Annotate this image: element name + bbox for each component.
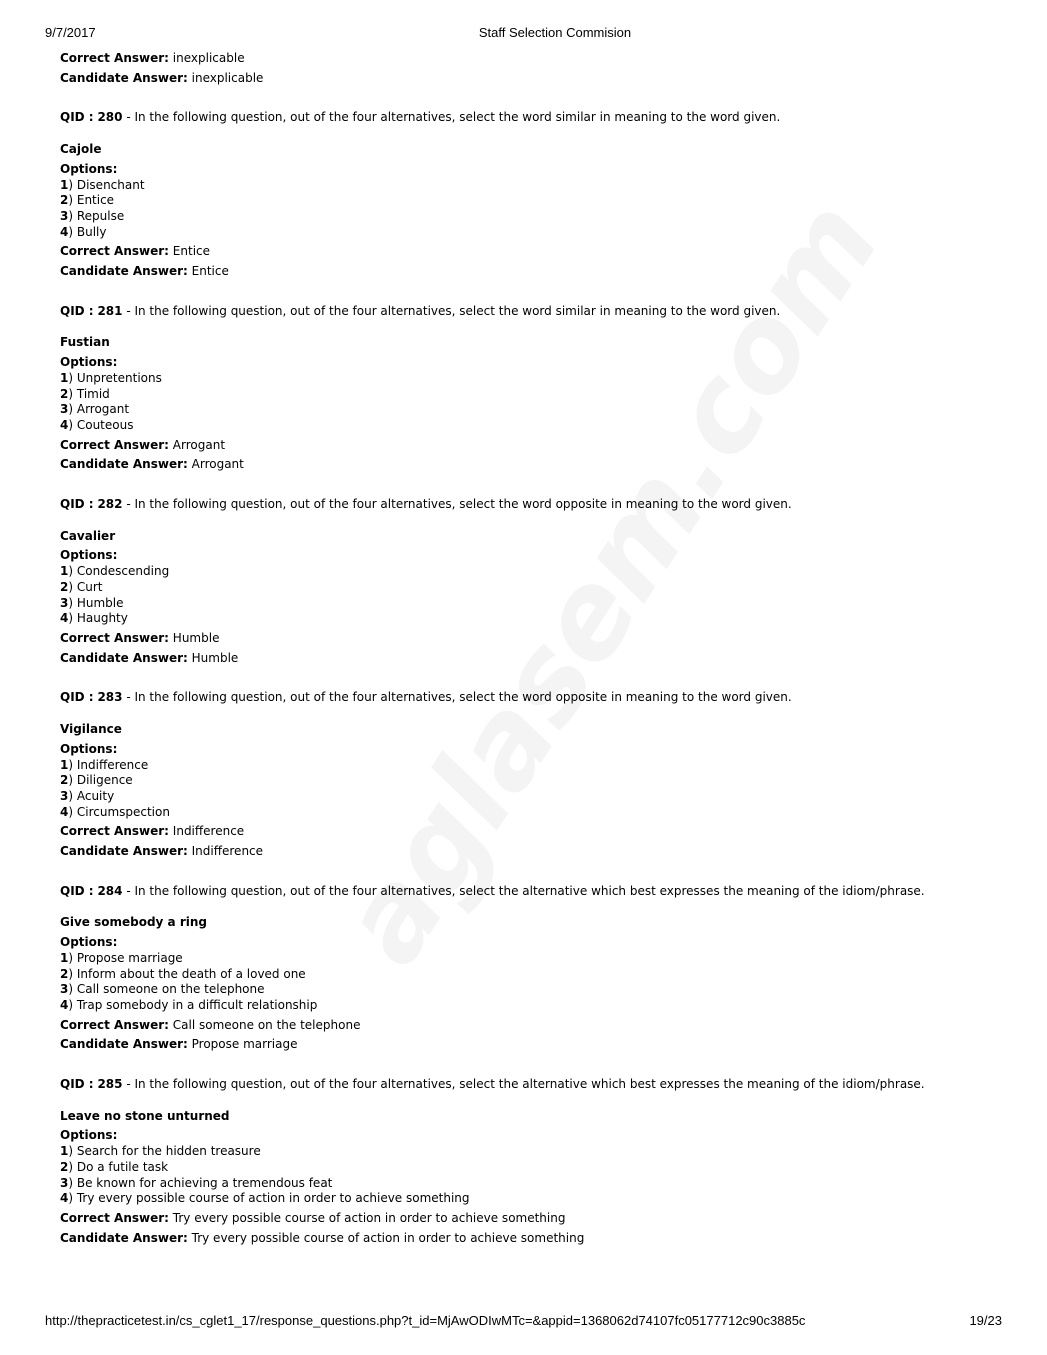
option-number: 1 [60,950,69,965]
option-number: 4 [60,224,69,239]
question-text: - In the following question, out of the four alternatives, select the alternative which best expresses the meaning of the idiom/phrase. [122,883,925,898]
question-word: Fustian [60,335,110,350]
option-item [60,1160,1000,1176]
response-content [60,51,1000,1246]
question-block [60,884,1000,1053]
option-item [60,998,1000,1014]
options-label: Options: [60,1128,118,1143]
prev-candidate-answer: Candidate Answer: inexplicable [60,70,264,85]
option-number: 3 [60,982,69,997]
correct-answer: Correct Answer: Entice [60,244,211,259]
options-label: Options: [60,741,118,756]
option-number: 3 [60,208,69,223]
option-item [60,387,1000,403]
prev-correct-answer: Correct Answer: inexplicable [60,51,245,65]
question-prompt [60,690,1000,706]
option-item [60,402,1000,418]
option-item [60,596,1000,612]
question-prompt [60,304,1000,320]
question-block [60,497,1000,666]
option-text: ) Condescending [68,564,170,579]
option-number: 1 [60,564,69,579]
option-text: ) Humble [68,595,124,610]
qid-number: 283 [97,690,123,705]
option-text: ) Trap somebody in a difficult relationship [68,997,318,1012]
option-number: 1 [60,757,69,772]
option-text: ) Entice [68,193,115,208]
question-prompt [60,1077,1000,1093]
option-text: ) Curt [68,579,103,594]
option-number: 3 [60,788,69,803]
qid-label: QID : [60,303,94,318]
option-item [60,564,1000,580]
question-block [60,1077,1000,1246]
option-item [60,371,1000,387]
correct-answer: Correct Answer: Arrogant [60,437,226,452]
option-item [60,758,1000,774]
option-number: 3 [60,402,69,417]
option-text: ) Call someone on the telephone [68,982,265,997]
option-item [60,967,1000,983]
option-item [60,1144,1000,1160]
question-block [60,690,1000,859]
option-number: 2 [60,579,69,594]
candidate-answer: Candidate Answer: Indifference [60,844,264,859]
qid-number: 284 [97,883,123,898]
option-number: 4 [60,417,69,432]
option-number: 3 [60,595,69,610]
question-prompt [60,497,1000,513]
options-label: Options: [60,161,118,176]
candidate-answer: Candidate Answer: Arrogant [60,457,244,472]
option-text: ) Timid [68,386,110,401]
option-text: ) Disenchant [68,177,145,192]
qid-label: QID : [60,883,94,898]
option-number: 1 [60,370,69,385]
question-text: - In the following question, out of the four alternatives, select the word opposite in meaning to the word given. [122,690,792,705]
qid-number: 285 [97,1077,123,1092]
question-block [60,110,1000,279]
option-item [60,611,1000,627]
option-text: ) Inform about the death of a loved one [68,966,306,981]
question-text: - In the following question, out of the four alternatives, select the alternative which best expresses the meaning of the idiom/phrase. [122,1077,925,1092]
candidate-answer: Candidate Answer: Entice [60,264,229,279]
option-item [60,982,1000,998]
options-label: Options: [60,935,118,950]
option-number: 4 [60,804,69,819]
option-text: ) Do a futile task [68,1159,169,1174]
option-number: 2 [60,966,69,981]
option-text: ) Propose marriage [68,950,183,965]
options-label: Options: [60,548,118,563]
question-text: - In the following question, out of the four alternatives, select the word similar in meaning to the word given. [122,110,781,125]
qid-label: QID : [60,1077,94,1092]
qid-number: 280 [97,110,123,125]
option-text: ) Couteous [68,417,134,432]
qid-label: QID : [60,497,94,512]
option-text: ) Haughty [68,611,128,626]
question-block [60,304,1000,473]
option-text: ) Repulse [68,208,125,223]
question-text: - In the following question, out of the four alternatives, select the word opposite in meaning to the word given. [122,497,792,512]
qid-label: QID : [60,690,94,705]
print-date: 9/7/2017 [45,25,96,40]
option-number: 2 [60,386,69,401]
option-text: ) Indifference [68,757,149,772]
option-text: ) Arrogant [68,402,130,417]
question-text: - In the following question, out of the four alternatives, select the word similar in meaning to the word given. [122,303,781,318]
option-text: ) Bully [68,224,107,239]
option-item [60,773,1000,789]
option-text: ) Diligence [68,773,133,788]
correct-answer: Correct Answer: Call someone on the telephone [60,1017,361,1032]
question-list [60,110,1000,1246]
option-number: 2 [60,193,69,208]
question-prompt [60,110,1000,126]
page-number: 19/23 [969,1313,1002,1328]
options-label: Options: [60,355,118,370]
option-number: 1 [60,1144,69,1159]
option-item [60,209,1000,225]
option-number: 2 [60,1159,69,1174]
option-item [60,225,1000,241]
option-number: 2 [60,773,69,788]
option-item [60,178,1000,194]
option-item [60,805,1000,821]
option-item [60,193,1000,209]
option-number: 3 [60,1175,69,1190]
option-item [60,951,1000,967]
option-text: ) Search for the hidden treasure [68,1144,261,1159]
footer-url: http://thepracticetest.in/cs_cglet1_17/response_questions.php?t_id=MjAwODIwMTc=&appid=1368062d74107fc05177712c90c3885c [45,1313,806,1328]
qid-label: QID : [60,110,94,125]
page-title: Staff Selection Commision [478,25,632,40]
qid-number: 282 [97,497,123,512]
question-word: Leave no stone unturned [60,1108,230,1123]
option-item [60,580,1000,596]
correct-answer: Correct Answer: Humble [60,630,220,645]
option-item [60,418,1000,434]
option-text: ) Unpretentions [68,370,162,385]
question-word: Give somebody a ring [60,915,207,930]
candidate-answer: Candidate Answer: Try every possible course of action in order to achieve something [60,1230,585,1245]
option-number: 1 [60,177,69,192]
option-text: ) Be known for achieving a tremendous feat [68,1175,333,1190]
question-word: Cavalier [60,528,116,543]
correct-answer: Correct Answer: Try every possible course of action in order to achieve something [60,1210,566,1225]
candidate-answer: Candidate Answer: Propose marriage [60,1037,298,1052]
option-number: 4 [60,1191,69,1206]
option-number: 4 [60,997,69,1012]
option-text: ) Acuity [68,788,115,803]
option-number: 4 [60,611,69,626]
qid-number: 281 [97,303,123,318]
option-item [60,1176,1000,1192]
question-word: Vigilance [60,722,122,737]
question-word: Cajole [60,142,102,157]
option-item [60,1191,1000,1207]
correct-answer: Correct Answer: Indifference [60,824,245,839]
option-text: ) Try every possible course of action in order to achieve something [68,1191,470,1206]
option-text: ) Circumspection [68,804,170,819]
candidate-answer: Candidate Answer: Humble [60,650,239,665]
question-prompt [60,884,1000,900]
option-item [60,789,1000,805]
